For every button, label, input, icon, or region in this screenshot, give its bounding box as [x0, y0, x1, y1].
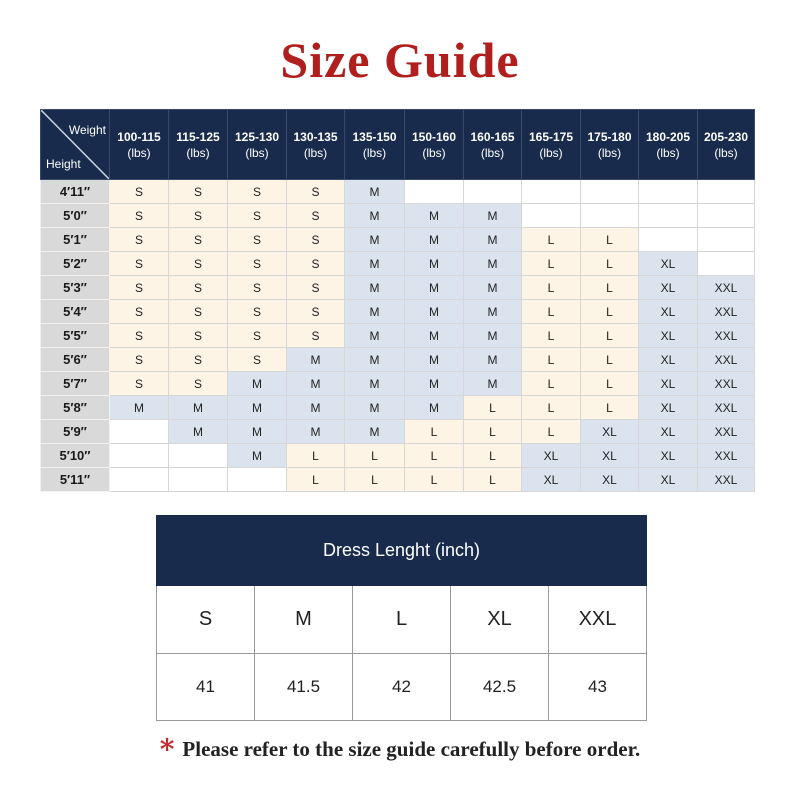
- dress-length-value: 42.5: [451, 654, 549, 721]
- size-cell: S: [110, 348, 169, 372]
- size-cell: M: [228, 396, 287, 420]
- size-cell: L: [522, 348, 581, 372]
- size-cell: S: [169, 252, 228, 276]
- size-cell: M: [345, 180, 405, 204]
- size-cell: M: [405, 228, 464, 252]
- weight-axis-label: Weight: [68, 123, 106, 137]
- empty-size-cell: [698, 228, 755, 252]
- size-cell: L: [522, 228, 581, 252]
- size-cell: S: [228, 348, 287, 372]
- dress-size-label: M: [255, 586, 353, 654]
- table-row: [41, 204, 755, 228]
- size-cell: M: [345, 252, 405, 276]
- height-label: 5′8″: [41, 396, 110, 420]
- size-cell: M: [464, 324, 522, 348]
- size-cell: S: [287, 324, 345, 348]
- size-cell: L: [287, 468, 345, 492]
- size-cell: S: [169, 180, 228, 204]
- size-cell: M: [228, 420, 287, 444]
- table-row: [41, 444, 755, 468]
- size-cell: M: [464, 228, 522, 252]
- empty-size-cell: [581, 204, 639, 228]
- weight-header-205-230: [698, 110, 755, 180]
- size-cell: S: [169, 372, 228, 396]
- size-cell: M: [345, 396, 405, 420]
- size-cell: XL: [522, 444, 581, 468]
- size-cell: XL: [581, 444, 639, 468]
- weight-unit-label: (lbs): [480, 145, 505, 160]
- weight-unit-label: (lbs): [186, 145, 210, 160]
- size-cell: XXL: [698, 372, 755, 396]
- asterisk-icon: *: [159, 733, 175, 766]
- size-cell: M: [345, 348, 405, 372]
- size-cell: L: [522, 420, 581, 444]
- weight-header-115-125: [169, 110, 228, 180]
- weight-range-label: 150-160: [411, 129, 457, 144]
- size-cell: L: [522, 372, 581, 396]
- size-cell: XL: [522, 468, 581, 492]
- page-title: Size Guide: [280, 32, 520, 88]
- size-cell: M: [405, 324, 464, 348]
- empty-size-cell: [228, 468, 287, 492]
- height-label: 5′11″: [41, 468, 110, 492]
- weight-unit-label: (lbs): [362, 145, 387, 160]
- size-cell: L: [581, 396, 639, 420]
- size-cell: M: [345, 420, 405, 444]
- weight-header-160-165: [464, 110, 522, 180]
- weight-range-label: 115-125: [176, 129, 220, 144]
- size-cell: S: [228, 324, 287, 348]
- size-cell: L: [522, 300, 581, 324]
- size-cell: L: [405, 468, 464, 492]
- table-row: [41, 468, 755, 492]
- size-cell: L: [464, 468, 522, 492]
- weight-header-180-205: [639, 110, 698, 180]
- weight-header-175-180: [581, 110, 639, 180]
- dress-length-row: [157, 654, 647, 721]
- size-cell: M: [405, 252, 464, 276]
- size-cell: M: [287, 348, 345, 372]
- size-cell: M: [464, 372, 522, 396]
- size-cell: S: [110, 228, 169, 252]
- empty-size-cell: [698, 252, 755, 276]
- size-cell: M: [405, 276, 464, 300]
- size-cell: M: [464, 300, 522, 324]
- weight-header-130-135: [287, 110, 345, 180]
- table-row: [41, 252, 755, 276]
- size-cell: L: [345, 468, 405, 492]
- size-cell: L: [464, 420, 522, 444]
- empty-size-cell: [639, 204, 698, 228]
- size-cell: L: [522, 324, 581, 348]
- dress-length-header: Dress Lenght (inch): [157, 516, 647, 586]
- size-cell: L: [522, 276, 581, 300]
- size-cell: XXL: [698, 348, 755, 372]
- size-cell: M: [405, 204, 464, 228]
- size-cell: XL: [639, 348, 698, 372]
- weight-unit-label: (lbs): [656, 145, 680, 160]
- size-cell: L: [581, 324, 639, 348]
- size-cell: S: [228, 276, 287, 300]
- weight-header-125-130: [228, 110, 287, 180]
- footer-note-text: Please refer to the size guide carefully before order.: [182, 737, 641, 761]
- size-cell: S: [110, 252, 169, 276]
- weight-range-label: 165-175: [528, 129, 574, 144]
- weight-range-label: 100-115: [117, 129, 161, 144]
- empty-size-cell: [405, 180, 464, 204]
- size-cell: S: [110, 372, 169, 396]
- size-cell: XL: [639, 468, 698, 492]
- size-cell: L: [405, 444, 464, 468]
- size-cell: M: [345, 228, 405, 252]
- size-cell: M: [405, 300, 464, 324]
- empty-size-cell: [522, 180, 581, 204]
- table-row: [41, 276, 755, 300]
- height-label: 5′10″: [41, 444, 110, 468]
- size-cell: XL: [581, 420, 639, 444]
- size-cell: S: [287, 204, 345, 228]
- size-cell: L: [581, 348, 639, 372]
- empty-size-cell: [639, 180, 698, 204]
- size-cell: XL: [639, 276, 698, 300]
- footer-note: [0, 733, 800, 766]
- weight-range-label: 175-180: [587, 129, 632, 144]
- size-cell: L: [464, 444, 522, 468]
- dress-length-table: [156, 515, 647, 721]
- size-cell: XL: [639, 396, 698, 420]
- table-row: [41, 372, 755, 396]
- size-cell: L: [287, 444, 345, 468]
- empty-size-cell: [522, 204, 581, 228]
- height-label: 5′6″: [41, 348, 110, 372]
- empty-size-cell: [169, 468, 228, 492]
- height-label: 5′5″: [41, 324, 110, 348]
- size-cell: S: [110, 276, 169, 300]
- size-cell: XXL: [698, 300, 755, 324]
- weight-range-label: 205-230: [703, 129, 749, 144]
- empty-size-cell: [698, 204, 755, 228]
- size-cell: L: [581, 276, 639, 300]
- height-label: 5′1″: [41, 228, 110, 252]
- size-cell: XXL: [698, 276, 755, 300]
- size-cell: XXL: [698, 444, 755, 468]
- dress-length-value: 41: [157, 654, 255, 721]
- weight-header-135-150: [345, 110, 405, 180]
- height-axis-label: Height: [46, 157, 81, 171]
- weight-unit-label: (lbs): [714, 145, 738, 160]
- size-cell: S: [228, 180, 287, 204]
- size-cell: XL: [639, 372, 698, 396]
- table-row: [41, 228, 755, 252]
- size-cell: XL: [581, 468, 639, 492]
- size-cell: S: [169, 276, 228, 300]
- empty-size-cell: [110, 444, 169, 468]
- corner-cell: [41, 110, 110, 180]
- size-cell: M: [287, 372, 345, 396]
- weight-range-label: 130-135: [293, 129, 338, 144]
- table-row: [41, 420, 755, 444]
- table-row: [41, 348, 755, 372]
- size-cell: M: [464, 204, 522, 228]
- size-cell: XL: [639, 300, 698, 324]
- weight-range-label: 135-150: [352, 129, 397, 144]
- size-cell: L: [522, 396, 581, 420]
- size-cell: XXL: [698, 324, 755, 348]
- size-chart-body: [41, 180, 755, 492]
- weight-unit-label: (lbs): [422, 145, 446, 160]
- size-cell: XL: [639, 252, 698, 276]
- empty-size-cell: [110, 468, 169, 492]
- size-chart-table: [40, 109, 755, 492]
- size-cell: L: [345, 444, 405, 468]
- size-cell: M: [345, 276, 405, 300]
- dress-size-label: XL: [451, 586, 549, 654]
- weight-unit-label: (lbs): [245, 145, 269, 160]
- size-cell: S: [287, 300, 345, 324]
- size-cell: S: [287, 252, 345, 276]
- weight-header-165-175: [522, 110, 581, 180]
- weight-header-100-115: [110, 110, 169, 180]
- size-cell: M: [345, 324, 405, 348]
- size-cell: L: [464, 396, 522, 420]
- weight-range-label: 160-165: [470, 129, 515, 144]
- dress-size-label: S: [157, 586, 255, 654]
- size-cell: L: [581, 300, 639, 324]
- size-cell: S: [228, 300, 287, 324]
- weight-unit-label: (lbs): [597, 145, 622, 160]
- size-cell: S: [110, 324, 169, 348]
- height-label: 5′9″: [41, 420, 110, 444]
- table-row: [41, 180, 755, 204]
- dress-size-label: L: [353, 586, 451, 654]
- size-cell: XL: [639, 444, 698, 468]
- size-cell: S: [287, 228, 345, 252]
- size-cell: S: [110, 204, 169, 228]
- weight-header-150-160: [405, 110, 464, 180]
- size-cell: M: [169, 420, 228, 444]
- empty-size-cell: [581, 180, 639, 204]
- empty-size-cell: [110, 420, 169, 444]
- height-label: 5′3″: [41, 276, 110, 300]
- size-cell: XXL: [698, 420, 755, 444]
- size-cell: S: [228, 204, 287, 228]
- empty-size-cell: [169, 444, 228, 468]
- size-cell: M: [464, 276, 522, 300]
- size-cell: XL: [639, 324, 698, 348]
- size-cell: S: [110, 180, 169, 204]
- height-label: 5′0″: [41, 204, 110, 228]
- size-cell: M: [405, 396, 464, 420]
- size-cell: L: [581, 228, 639, 252]
- weight-unit-label: (lbs): [127, 145, 151, 160]
- size-cell: M: [169, 396, 228, 420]
- size-cell: S: [169, 204, 228, 228]
- size-cell: M: [287, 396, 345, 420]
- table-row: [41, 300, 755, 324]
- weight-unit-label: (lbs): [303, 145, 328, 160]
- size-cell: XL: [639, 420, 698, 444]
- size-cell: M: [345, 372, 405, 396]
- height-label: 5′2″: [41, 252, 110, 276]
- size-cell: S: [228, 252, 287, 276]
- empty-size-cell: [464, 180, 522, 204]
- size-cell: M: [228, 372, 287, 396]
- size-cell: S: [287, 276, 345, 300]
- dress-length-value: 41.5: [255, 654, 353, 721]
- size-cell: S: [287, 180, 345, 204]
- size-cell: M: [405, 372, 464, 396]
- height-label: 5′7″: [41, 372, 110, 396]
- weight-unit-label: (lbs): [539, 145, 563, 160]
- table-row: [41, 324, 755, 348]
- size-cell: XXL: [698, 468, 755, 492]
- height-label: 4′11″: [41, 180, 110, 204]
- size-cell: M: [228, 444, 287, 468]
- size-cell: M: [464, 252, 522, 276]
- size-cell: M: [287, 420, 345, 444]
- size-cell: M: [464, 348, 522, 372]
- table-row: [41, 396, 755, 420]
- size-cell: S: [169, 300, 228, 324]
- size-cell: M: [345, 300, 405, 324]
- weight-range-label: 125-130: [234, 129, 280, 144]
- size-cell: S: [169, 324, 228, 348]
- empty-size-cell: [698, 180, 755, 204]
- size-cell: XXL: [698, 396, 755, 420]
- size-cell: L: [405, 420, 464, 444]
- dress-length-value: 42: [353, 654, 451, 721]
- dress-size-row: [157, 586, 647, 654]
- dress-size-label: XXL: [549, 586, 647, 654]
- dress-length-value: 43: [549, 654, 647, 721]
- size-cell: M: [345, 204, 405, 228]
- size-cell: S: [169, 348, 228, 372]
- size-chart-header-row: [41, 110, 755, 180]
- size-cell: S: [228, 228, 287, 252]
- empty-size-cell: [639, 228, 698, 252]
- size-cell: S: [110, 300, 169, 324]
- size-cell: L: [522, 252, 581, 276]
- size-cell: S: [169, 228, 228, 252]
- size-cell: M: [110, 396, 169, 420]
- height-label: 5′4″: [41, 300, 110, 324]
- size-cell: L: [581, 372, 639, 396]
- size-cell: L: [581, 252, 639, 276]
- weight-range-label: 180-205: [645, 129, 691, 144]
- size-cell: M: [405, 348, 464, 372]
